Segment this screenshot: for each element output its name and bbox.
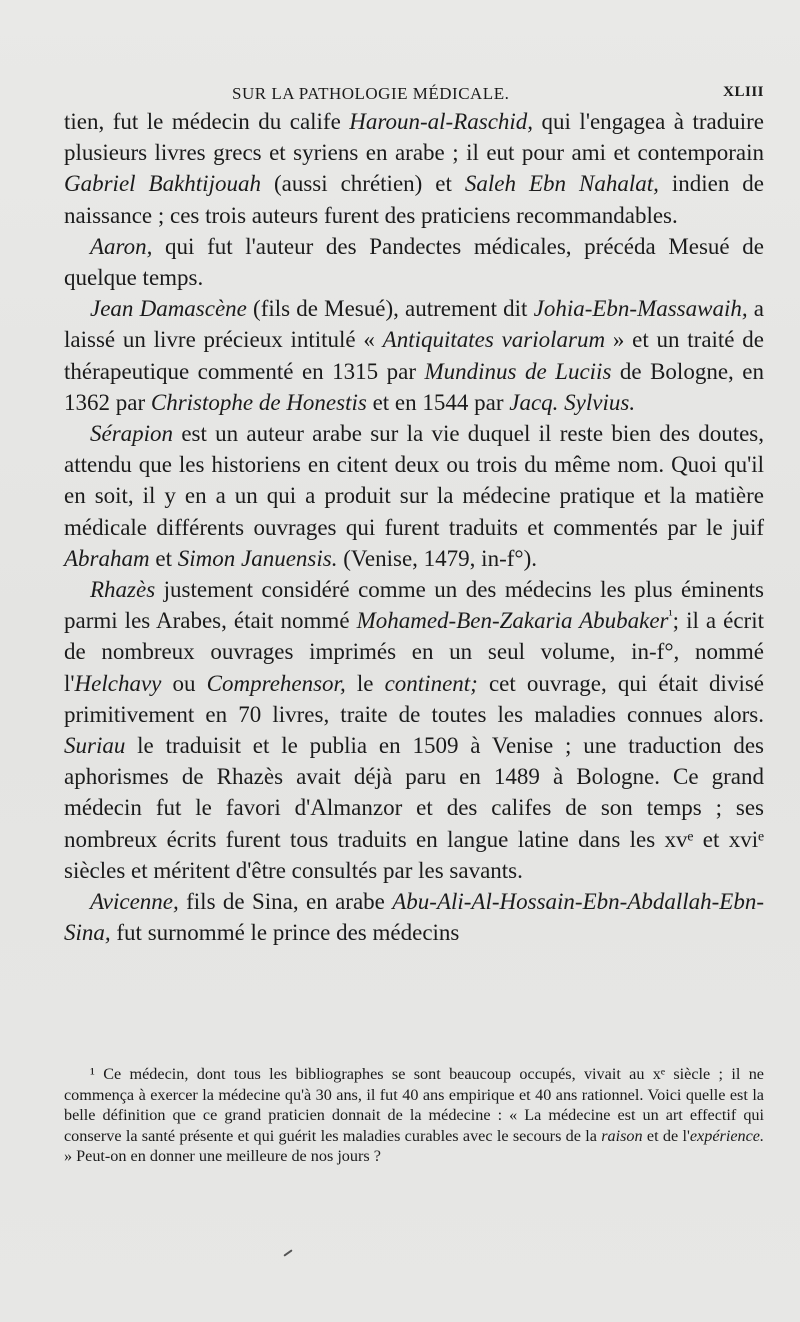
ink-speck	[283, 1249, 292, 1256]
italic-span: Haroun-al-Raschid,	[349, 109, 534, 134]
page-number: XLIII	[723, 84, 764, 100]
italic-span: Saleh Ebn Nahalat,	[464, 171, 659, 197]
italic-span: Mundinus de Luciis	[424, 358, 612, 384]
text-span: et en 1544 par	[366, 389, 510, 415]
paragraph	[64, 106, 764, 231]
italic-span: Comprehensor,	[206, 670, 346, 696]
italic-span: Avicenne,	[90, 889, 179, 915]
running-title: SUR LA PATHOLOGIE MÉDICALE.	[232, 84, 510, 103]
italic-span: raison	[601, 1126, 643, 1145]
text-span: fut surnommé le prince des médecins	[110, 920, 460, 946]
italic-span: Rhazès	[90, 577, 156, 603]
italic-span: Sérapion	[90, 421, 174, 447]
text-span: indien de naissance ; ces trois auteurs furent des praticiens recommandables.	[64, 171, 765, 228]
running-header	[64, 78, 764, 108]
italic-span: Simon Januensis.	[177, 545, 338, 571]
text-span: et	[149, 545, 178, 571]
paragraph	[64, 418, 764, 574]
text-span: et de l'	[642, 1126, 690, 1145]
text-span: est un auteur arabe sur la vie duquel il reste bien des doutes, attendu que les historiens en citent deux ou trois du même nom. Quoi qu'il en soit, il y en a un qui a produit sur la médecine pratique et la matière médicale différents ouvrages qui furent traduits et commentés par le juif	[64, 421, 764, 540]
paragraph	[64, 886, 764, 948]
paragraph	[64, 293, 764, 418]
italic-span: Jacq. Sylvius.	[509, 389, 636, 415]
text-span: » Peut-on en donner une meilleure de nos jours ?	[64, 1147, 381, 1166]
paragraph	[64, 574, 764, 886]
text-span: ; il a écrit de nombreux ouvrages imprimés en un seul volume, in-f°, nommé l'	[64, 608, 764, 696]
text-span: fils de Sina, en arabe	[178, 889, 393, 915]
footnote-marker: ¹	[668, 607, 673, 623]
italic-span: Mohamed-Ben-Zakaria Abubaker	[356, 608, 669, 634]
italic-span: Suriau	[64, 733, 126, 759]
body-text	[64, 106, 764, 948]
text-span: qui l'engagea à traduire plusieurs livres grecs et syriens en arabe ; il eut pour ami et contemporain	[64, 109, 765, 166]
italic-span: Jean Damascène	[90, 296, 247, 322]
text-span: cet ouvrage, qui était divisé primitivement en 70 livres, traite de toutes les maladies connues alors.	[64, 670, 764, 727]
footnote-paragraph	[64, 1064, 764, 1167]
text-span: le	[345, 670, 385, 696]
italic-span: Antiquitates variolarum	[382, 327, 606, 353]
text-span: tien, fut le médecin du calife	[64, 109, 350, 134]
italic-span: Christophe de Honestis	[150, 389, 367, 415]
text-span: le traduisit et le publia en 1509 à Venise ; une traduction des aphorismes de Rhazès avait déjà paru en 1489 à Bologne. Ce grand médecin fut le favori d'Almanzor et des califes de son temps ; ses nombreux écrits furent tous traduits en langue latine dans les xvᵉ et xviᵉ siècles et méritent d'être consultés par les savants.	[64, 733, 764, 883]
italic-span: Abu-Ali-Al-Hossain-Ebn-Abdallah-Ebn-Sina,	[64, 889, 764, 946]
text-span: (fils de Mesué), autrement dit	[246, 296, 534, 322]
italic-span: Helchavy	[74, 670, 162, 696]
text-span: de Bologne, en 1362 par	[64, 358, 764, 415]
italic-span: Gabriel Bakhtijouah	[64, 171, 261, 197]
text-span: justement considéré comme un des médecins les plus éminents parmi les Arabes, était nommé	[64, 577, 764, 634]
italic-span: continent;	[384, 670, 478, 696]
footnote	[64, 1064, 764, 1167]
text-span: qui fut l'auteur des Pandectes médicales, précéda Mesué de quelque temps.	[64, 233, 764, 291]
italic-span: Abraham	[64, 545, 150, 571]
text-span: (aussi chrétien) et	[260, 171, 465, 197]
italic-span: Aaron,	[90, 233, 153, 259]
text-span: a laissé un livre précieux intitulé «	[64, 296, 764, 353]
italic-span: expérience.	[689, 1126, 765, 1145]
italic-span: Johia-Ebn-Massawaih,	[533, 296, 748, 322]
text-span: » et un traité de thérapeutique commenté en 1315 par	[64, 327, 764, 384]
text-span: ¹ Ce médecin, dont tous les bibliographes se sont beaucoup occupés, vivait au xᵉ siècle ; il ne commença à exercer la médecine qu'à 30 ans, il fut 40 ans empirique et 40 ans rationnel. Voici quelle est la belle définition que ce grand praticien donnait de la médecine : « La médecine est un art effectif qui conserve la santé présente et qui guérit les maladies curables avec le secours de la	[64, 1065, 764, 1145]
paragraph	[64, 231, 764, 293]
text-span: ou	[161, 670, 207, 696]
text-span: (Venise, 1479, in-f°).	[337, 545, 537, 571]
